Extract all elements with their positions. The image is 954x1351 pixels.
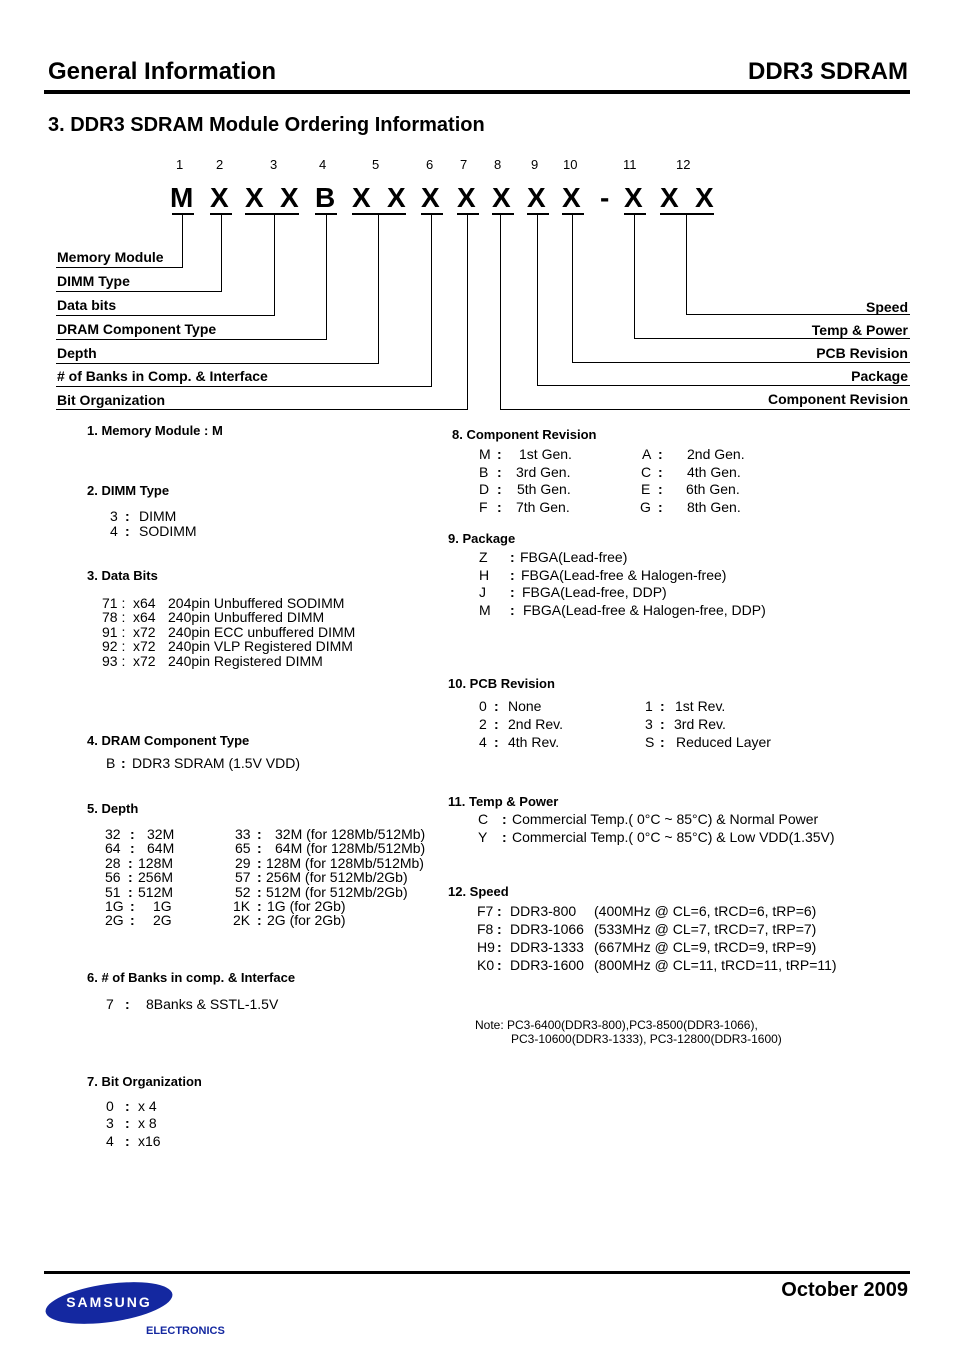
description: (800MHz @ CL=11, tRCD=11, tRP=11) <box>594 957 837 973</box>
code: H <box>479 567 490 583</box>
section-heading: 6. # of Banks in comp. & Interface <box>87 970 296 985</box>
separator: : <box>660 734 665 750</box>
code: G <box>640 499 651 515</box>
section-heading: 7. Bit Organization <box>87 1074 202 1089</box>
field-label: # of Banks in Comp. & Interface <box>57 368 268 384</box>
separator: : <box>497 939 502 955</box>
header-product: DDR3 SDRAM <box>747 58 908 85</box>
separator: : <box>257 826 262 842</box>
part-char: X <box>421 182 440 213</box>
underline <box>421 213 443 215</box>
leader-line <box>56 291 222 292</box>
code: 7 <box>106 996 114 1012</box>
description: 240pin Registered DIMM <box>168 653 323 669</box>
leader-line <box>572 215 573 363</box>
field-label: Depth <box>57 345 97 361</box>
leader-line <box>326 215 327 340</box>
leader-line <box>686 215 687 315</box>
field-label: Temp & Power <box>811 322 908 338</box>
logo-wordmark: SAMSUNG <box>66 1294 152 1310</box>
code: S <box>645 734 655 750</box>
separator: : <box>494 698 499 714</box>
code: 33 <box>235 826 251 842</box>
description: 8th Gen. <box>687 499 741 515</box>
width: x72 <box>133 653 156 669</box>
description: 1st Rev. <box>675 698 726 714</box>
code: B <box>479 464 489 480</box>
description: 32M (for 128Mb/512Mb) <box>275 826 426 842</box>
part-char: X <box>527 182 546 213</box>
description: 4th Gen. <box>687 464 741 480</box>
code: 2 <box>479 716 487 732</box>
separator: : <box>125 1133 130 1149</box>
separator: : <box>257 869 262 885</box>
code: 1G <box>105 898 124 914</box>
note-line: PC3-10600(DDR3-1333), PC3-12800(DDR3-1600) <box>511 1032 782 1046</box>
section-heading: 12. Speed <box>448 884 509 899</box>
part-char: X <box>624 182 643 213</box>
leader-line <box>56 409 468 410</box>
width: x72 <box>133 624 156 640</box>
code: E <box>641 481 651 497</box>
separator: : <box>130 898 135 914</box>
separator: : <box>510 584 515 600</box>
description: 7th Gen. <box>516 499 570 515</box>
separator: : <box>497 903 502 919</box>
code: D <box>479 481 490 497</box>
leader-line <box>56 363 379 364</box>
description: FBGA(Lead-free) <box>520 549 628 565</box>
position-number: 7 <box>460 157 468 172</box>
leader-line <box>274 215 275 316</box>
description: 256M (for 512Mb/2Gb) <box>266 869 408 885</box>
samsung-logo <box>44 1282 174 1324</box>
part-char: X <box>352 182 371 213</box>
part-char: X <box>245 182 264 213</box>
leader-line <box>500 409 910 410</box>
separator: : <box>121 755 126 771</box>
separator: : <box>497 499 502 515</box>
part: DDR3-1600 <box>510 957 584 973</box>
underline <box>527 213 549 215</box>
separator: : <box>660 698 665 714</box>
code: 0 <box>479 698 487 714</box>
part: DDR3-800 <box>510 903 577 919</box>
description: FBGA(Lead-free & Halogen-free, DDP) <box>523 602 766 618</box>
separator: : <box>128 869 133 885</box>
part-char: X <box>695 182 714 213</box>
separator: : <box>125 996 130 1012</box>
description: x 4 <box>138 1098 157 1114</box>
footer-date: October 2009 <box>781 1279 908 1301</box>
description: 1G <box>153 898 172 914</box>
separator: : <box>502 811 507 827</box>
position-number: 4 <box>319 157 327 172</box>
field-label: Bit Organization <box>57 392 166 408</box>
code: 32 <box>105 826 121 842</box>
width: x64 <box>133 609 156 625</box>
separator: : <box>658 464 663 480</box>
section-heading: 11. Temp & Power <box>448 794 559 809</box>
separator: : <box>658 499 663 515</box>
code: 3 <box>110 508 118 524</box>
description: 512M <box>138 884 174 900</box>
leader-line <box>537 385 910 386</box>
separator: : <box>125 523 130 539</box>
position-number: 3 <box>270 157 278 172</box>
description: FBGA(Lead-free & Halogen-free) <box>521 567 727 583</box>
code: H9 <box>477 939 495 955</box>
position-number: 10 <box>563 157 578 172</box>
field-label: DRAM Component Type <box>57 321 217 337</box>
part-dash: - <box>600 182 610 213</box>
description: 256M <box>138 869 174 885</box>
separator: : <box>125 1098 130 1114</box>
part-char: M <box>170 182 194 213</box>
part-char: X <box>457 182 476 213</box>
section-title: 3. DDR3 SDRAM Module Ordering Information <box>48 114 485 136</box>
separator: : <box>257 855 262 871</box>
description: 204pin Unbuffered SODIMM <box>168 595 345 611</box>
separator: : <box>497 921 502 937</box>
description: None <box>508 698 542 714</box>
code: 78 : <box>102 609 126 625</box>
part-char: X <box>562 182 581 213</box>
code: Y <box>478 829 488 845</box>
separator: : <box>494 716 499 732</box>
field-label: Data bits <box>57 297 117 313</box>
position-number: 5 <box>372 157 380 172</box>
code: 4 <box>106 1133 114 1149</box>
separator: : <box>130 826 135 842</box>
part-char: X <box>387 182 406 213</box>
description: 5th Gen. <box>517 481 571 497</box>
description: 2G <box>153 912 172 928</box>
separator: : <box>125 1115 130 1131</box>
separator: : <box>130 840 135 856</box>
leader-line <box>634 338 910 339</box>
separator: : <box>658 446 663 462</box>
code: 93 : <box>102 653 126 669</box>
separator: : <box>497 464 502 480</box>
field-label: PCB Revision <box>816 345 908 361</box>
field-label: Speed <box>865 299 908 315</box>
code: M <box>479 446 491 462</box>
part: DDR3-1066 <box>510 921 584 937</box>
separator: : <box>257 884 262 900</box>
leader-line <box>467 215 468 410</box>
field-label: Memory Module <box>57 249 164 265</box>
leader-line <box>537 215 538 386</box>
separator: : <box>658 481 663 497</box>
header-rule <box>44 90 910 94</box>
leader-line <box>634 215 635 339</box>
leader-line <box>56 267 183 268</box>
code: A <box>642 446 652 462</box>
position-number: 6 <box>426 157 434 172</box>
leader-line <box>431 215 432 387</box>
separator: : <box>497 957 502 973</box>
width: x72 <box>133 638 156 654</box>
separator: : <box>128 855 133 871</box>
underline <box>245 213 299 215</box>
description: 2G (for 2Gb) <box>267 912 346 928</box>
code: Z <box>479 549 488 565</box>
description: 128M (for 128Mb/512Mb) <box>266 855 424 871</box>
separator: : <box>257 840 262 856</box>
code: 64 <box>105 840 121 856</box>
description: (667MHz @ CL=9, tRCD=9, tRP=9) <box>594 939 817 955</box>
separator: : <box>510 567 515 583</box>
leader-line <box>378 215 379 364</box>
code: 2G <box>105 912 124 928</box>
code: 56 <box>105 869 121 885</box>
part-char: X <box>492 182 511 213</box>
part: DDR3-1333 <box>510 939 584 955</box>
leader-line <box>56 315 275 316</box>
description: Commercial Temp.( 0°C ~ 85°C) & Low VDD(1.35V) <box>512 829 835 845</box>
underline <box>660 213 714 215</box>
description: Commercial Temp.( 0°C ~ 85°C) & Normal Power <box>512 811 819 827</box>
code: 4 <box>110 523 118 539</box>
description: 8Banks & SSTL-1.5V <box>146 996 279 1012</box>
code: 1 <box>645 698 653 714</box>
separator: : <box>502 829 507 845</box>
underline <box>562 213 584 215</box>
separator: : <box>257 898 262 914</box>
section-heading: 2. DIMM Type <box>87 483 170 498</box>
code: 1K <box>233 898 251 914</box>
part-char: X <box>210 182 229 213</box>
code: 3 <box>106 1115 114 1131</box>
code: 52 <box>235 884 251 900</box>
code: 51 <box>105 884 121 900</box>
separator: : <box>510 549 515 565</box>
header-title: General Information <box>48 58 277 85</box>
code: C <box>641 464 652 480</box>
separator: : <box>128 884 133 900</box>
section-heading: 8. Component Revision <box>452 427 597 442</box>
separator: : <box>660 716 665 732</box>
code: 65 <box>235 840 251 856</box>
part-char: X <box>280 182 299 213</box>
code: 4 <box>479 734 487 750</box>
note-line: Note: PC3-6400(DDR3-800),PC3-8500(DDR3-1066), <box>475 1018 758 1032</box>
leader-line <box>56 386 432 387</box>
description: 2nd Rev. <box>508 716 563 732</box>
code: F8 <box>477 921 494 937</box>
code: B <box>106 755 116 771</box>
description: 240pin VLP Registered DIMM <box>168 638 353 654</box>
underline <box>457 213 479 215</box>
description: FBGA(Lead-free, DDP) <box>522 584 667 600</box>
field-label: Component Revision <box>767 391 908 407</box>
description: 6th Gen. <box>686 481 740 497</box>
part-char: B <box>315 182 336 213</box>
position-number: 8 <box>494 157 502 172</box>
code: 92 : <box>102 638 126 654</box>
description: 2nd Gen. <box>687 446 745 462</box>
separator: : <box>497 446 502 462</box>
code: 0 <box>106 1098 114 1114</box>
description: 4th Rev. <box>508 734 560 750</box>
code: 2K <box>233 912 251 928</box>
description: Reduced Layer <box>676 734 771 750</box>
position-number: 12 <box>676 157 691 172</box>
section-heading: 1. Memory Module : M <box>87 423 223 438</box>
description: 240pin ECC unbuffered DIMM <box>168 624 356 640</box>
section-heading: 5. Depth <box>87 801 139 816</box>
code: 57 <box>235 869 251 885</box>
description: 1G (for 2Gb) <box>267 898 346 914</box>
description: 64M <box>147 840 175 856</box>
leader-line <box>221 215 222 292</box>
description: 512M (for 512Mb/2Gb) <box>266 884 408 900</box>
width: x64 <box>133 595 156 611</box>
description: (400MHz @ CL=6, tRCD=6, tRP=6) <box>594 903 817 919</box>
code: F <box>479 499 488 515</box>
description: 3rd Gen. <box>516 464 571 480</box>
footer-rule <box>44 1271 910 1274</box>
section-heading: 3. Data Bits <box>87 568 158 583</box>
description: x 8 <box>138 1115 157 1131</box>
underline <box>624 213 646 215</box>
position-number: 9 <box>531 157 539 172</box>
position-number: 1 <box>176 157 184 172</box>
separator: : <box>257 912 262 928</box>
leader-line <box>56 339 327 340</box>
field-label: DIMM Type <box>57 273 130 289</box>
code: M <box>479 602 491 618</box>
section-heading: 10. PCB Revision <box>448 676 555 691</box>
description: DDR3 SDRAM (1.5V VDD) <box>132 755 301 771</box>
leader-line <box>500 215 501 410</box>
section-heading: 9. Package <box>448 531 516 546</box>
description: 64M (for 128Mb/512Mb) <box>275 840 426 856</box>
description: SODIMM <box>139 523 197 539</box>
description: 240pin Unbuffered DIMM <box>168 609 325 625</box>
description: (533MHz @ CL=7, tRCD=7, tRP=7) <box>594 921 817 937</box>
part-char: X <box>660 182 679 213</box>
code: K0 <box>477 957 495 973</box>
position-number: 2 <box>216 157 224 172</box>
logo-subtitle: ELECTRONICS <box>146 1325 225 1337</box>
code: J <box>479 584 486 600</box>
description: x16 <box>138 1133 161 1149</box>
code: C <box>478 811 489 827</box>
code: 71 : <box>102 595 126 611</box>
code: F7 <box>477 903 494 919</box>
separator: : <box>130 912 135 928</box>
code: 28 <box>105 855 121 871</box>
separator: : <box>497 481 502 497</box>
field-label: Package <box>851 368 908 384</box>
separator: : <box>125 508 130 524</box>
separator: : <box>510 602 515 618</box>
description: 32M <box>147 826 175 842</box>
leader-line <box>572 362 910 363</box>
description: DIMM <box>139 508 177 524</box>
code: 3 <box>645 716 653 732</box>
underline <box>492 213 514 215</box>
underline <box>352 213 406 215</box>
section-heading: 4. DRAM Component Type <box>87 733 250 748</box>
description: 1st Gen. <box>519 446 572 462</box>
code: 29 <box>235 855 251 871</box>
underline <box>172 213 194 215</box>
code: 91 : <box>102 624 126 640</box>
separator: : <box>494 734 499 750</box>
description: 3rd Rev. <box>674 716 726 732</box>
leader-line <box>182 215 183 268</box>
description: 128M <box>138 855 174 871</box>
position-number: 11 <box>623 157 637 172</box>
